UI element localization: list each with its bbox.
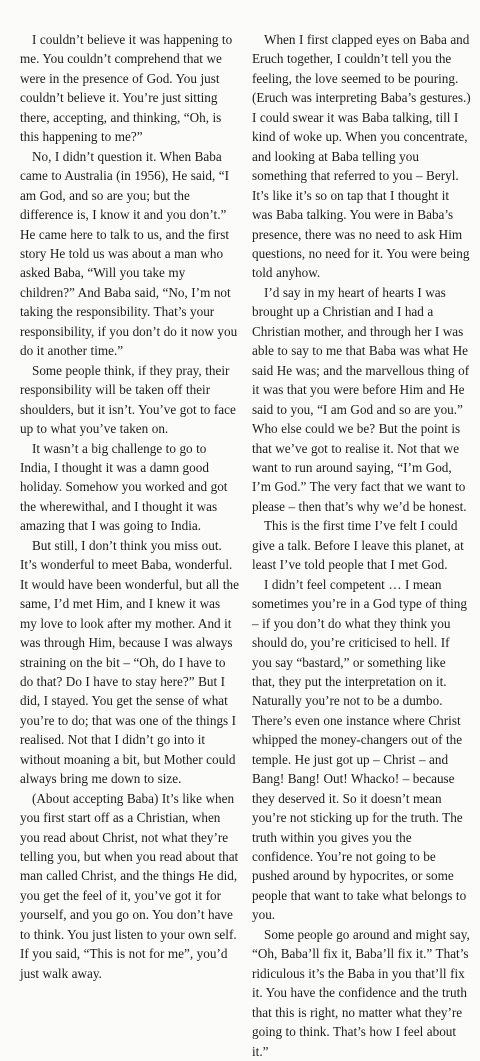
text-column-right [252, 30, 472, 1061]
paragraph: I’d say in my heart of hearts I was brought up a Christian and I had a Christian mother, and through her I was able to say to me that Baba was what He said He was; and the marvellous thing of it was that you were before Him and He said to you, “I am God and so are you.” Who else could we be? But the point is that we’ve got to realise it. Not that we want to run around saying, “I’m God, I’m God.” The very fact that we want to please – then that’s why we’d be honest. [252, 284, 470, 514]
paragraph: (About accepting Baba) It’s like when you first start off as a Christian, when you read about Christ, not what they’re telling you, but when you read about that man called Christ, and the things He did, you get the feel of it, you’ve got it for yourself, and you go on. You don’t have to think. You just listen to your own self. If you said, “This is not for me”, you’d just walk away. [20, 790, 239, 981]
paragraph: I couldn’t believe it was happening to me. You couldn’t comprehend that we were in the presence of God. You just couldn’t believe it. You’re just sitting there, accepting, and thinking, “Oh, is this happening to me?” [20, 32, 233, 145]
text-column-left [20, 30, 240, 983]
paragraph: When I first clapped eyes on Baba and Eruch together, I couldn’t tell you the feeling, the love seemed to be pouring. (Eruch was interpreting Baba’s gestures.) I could swear it was Baba talking, till I kind of woke up. When you concentrate, and looking at Baba telling you something that referred to you – Beryl. It’s like it’s so on tap that I thought it was Baba talking. You were in Baba’s presence, there was no need to ask Him questions, no need for it. You were being told anyhow. [252, 32, 471, 281]
paragraph: Some people go around and might say, “Oh, Baba’ll fix it, Baba’ll fix it.” That’s ridiculous it’s the Baba in you that’ll fix it. You have the confidence and the truth that this is right, no matter what they’re going to think. That’s how I feel about it.” [252, 926, 470, 1059]
paragraph: But still, I don’t think you miss out. It’s wonderful to meet Baba, wonderful. It would have been wonderful, but all the same, I’d met Him, and I knew it was my love to look after my mother. And it was through Him, because I was always straining on the bit – “Oh, do I have to do that? Do I have to stay here?” But I did, I stayed. You get the sense of what you’re to do; that was one of the things I realised. Not that I didn’t go into it without moaning a bit, but Mother could always bring me down to size. [20, 537, 239, 787]
paragraph: I didn’t feel competent … I mean sometimes you’re in a God type of thing – if you don’t do what they think you should do, you’re criticised to hell. If you say “bastard,” or something like that, they put the interpretation on it. Naturally you’re not to be a dumbo. There’s even one instance where Christ whipped the money-changers out of the temple. He just got up – Christ – and Bang! Bang! Out! Whacko! – because they deserved it. So it doesn’t mean you’re not sticking up for the truth. The truth within you gives you the confidence. You’re not going to be pushed around by hypocrites, or some people that want to take what belongs to you. [252, 576, 467, 923]
paragraph: This is the first time I’ve felt I could give a talk. Before I leave this planet, at least I’ve told people that I met God. [252, 518, 464, 573]
paragraph: Some people think, if they pray, their responsibility will be taken off their shoulders, but it isn’t. You’ve got to face up to what you’ve taken on. [20, 362, 236, 437]
paragraph: It wasn’t a big challenge to go to India, I thought it was a damn good holiday. Somehow you worked and got the wherewithal, and I thought it was amazing that I was going to India. [20, 440, 228, 534]
paragraph: No, I didn’t question it. When Baba came to Australia (in 1956), He said, “I am God, and so are you; but the difference is, I know it and you don’t.” He came here to talk to us, and the first story He told us was about a man who asked Baba, “Will you take my children?” And Baba said, “No, I’m not taking the responsibility. That’s your responsibility, if you don’t do it now you do it another time.” [20, 148, 238, 359]
